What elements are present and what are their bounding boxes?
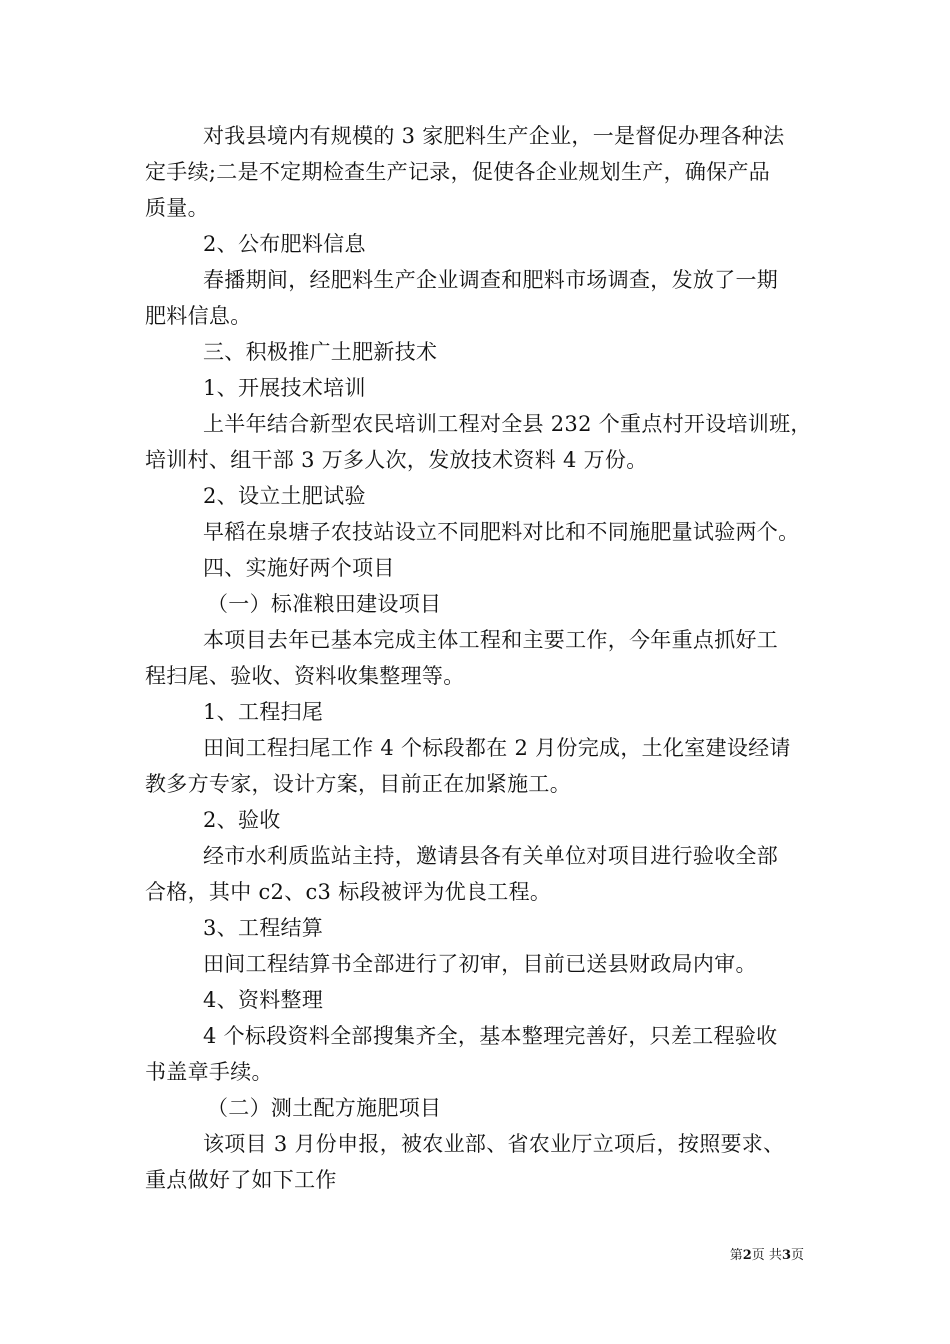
subheading: 3、工程结算 [203, 916, 324, 940]
paragraph-line: 本项目去年已基本完成主体工程和主要工作，今年重点抓好工 [203, 628, 779, 652]
paragraph-line: 该项目 3 月份申报，被农业部、省农业厅立项后，按照要求、 [203, 1132, 785, 1156]
subheading: 1、工程扫尾 [203, 700, 324, 724]
paragraph-line: 春播期间，经肥料生产企业调查和肥料市场调查，发放了一期 [203, 268, 779, 292]
section-heading: 三、积极推广土肥新技术 [203, 340, 438, 364]
subsection-heading: （一）标准粮田建设项目 [207, 592, 442, 616]
paragraph-line: 定手续;二是不定期检查生产记录，促使各企业规划生产，确保产品 [145, 160, 771, 184]
paragraph-line: 程扫尾、验收、资料收集整理等。 [145, 664, 465, 688]
footer-page-number: 2 [742, 1248, 752, 1263]
paragraph-line: 书盖章手续。 [145, 1060, 273, 1084]
subheading: 4、资料整理 [203, 988, 324, 1012]
footer-total-pages: 3 [781, 1248, 791, 1263]
paragraph-line: 质量。 [145, 196, 209, 220]
footer-prefix: 第 [729, 1248, 743, 1263]
paragraph-line: 培训村、组干部 3 万多人次，发放技术资料 4 万份。 [145, 448, 648, 472]
paragraph-line: 4 个标段资料全部搜集齐全，基本整理完善好，只差工程验收 [203, 1024, 778, 1048]
subheading: 1、开展技术培训 [203, 376, 366, 400]
paragraph-line: 肥料信息。 [145, 304, 252, 328]
paragraph-line: 对我县境内有规模的 3 家肥料生产企业，一是督促办理各种法 [203, 124, 785, 148]
subheading: 2、验收 [203, 808, 281, 832]
paragraph-line: 上半年结合新型农民培训工程对全县 232 个重点村开设培训班， [203, 412, 812, 436]
section-heading: 四、实施好两个项目 [203, 556, 395, 580]
paragraph-line: 教多方专家，设计方案，目前正在加紧施工。 [145, 772, 571, 796]
paragraph-line: 田间工程扫尾工作 4 个标段都在 2 月份完成，土化室建设经请 [203, 736, 791, 760]
document-body [145, 118, 815, 1198]
paragraph-line: 经市水利质监站主持，邀请县各有关单位对项目进行验收全部 [203, 844, 779, 868]
page-footer [730, 1248, 804, 1264]
subheading: 2、公布肥料信息 [203, 232, 366, 256]
footer-suffix: 页 [790, 1248, 804, 1263]
footer-middle: 页 共 [751, 1248, 782, 1263]
paragraph-line: 合格，其中 c2、c3 标段被评为优良工程。 [145, 880, 552, 904]
subsection-heading: （二）测土配方施肥项目 [207, 1096, 442, 1120]
paragraph-line: 田间工程结算书全部进行了初审，目前已送县财政局内审。 [203, 952, 757, 976]
subheading: 2、设立土肥试验 [203, 484, 366, 508]
paragraph-line: 重点做好了如下工作 [145, 1168, 337, 1192]
paragraph-line: 早稻在泉塘子农技站设立不同肥料对比和不同施肥量试验两个。 [203, 520, 800, 544]
